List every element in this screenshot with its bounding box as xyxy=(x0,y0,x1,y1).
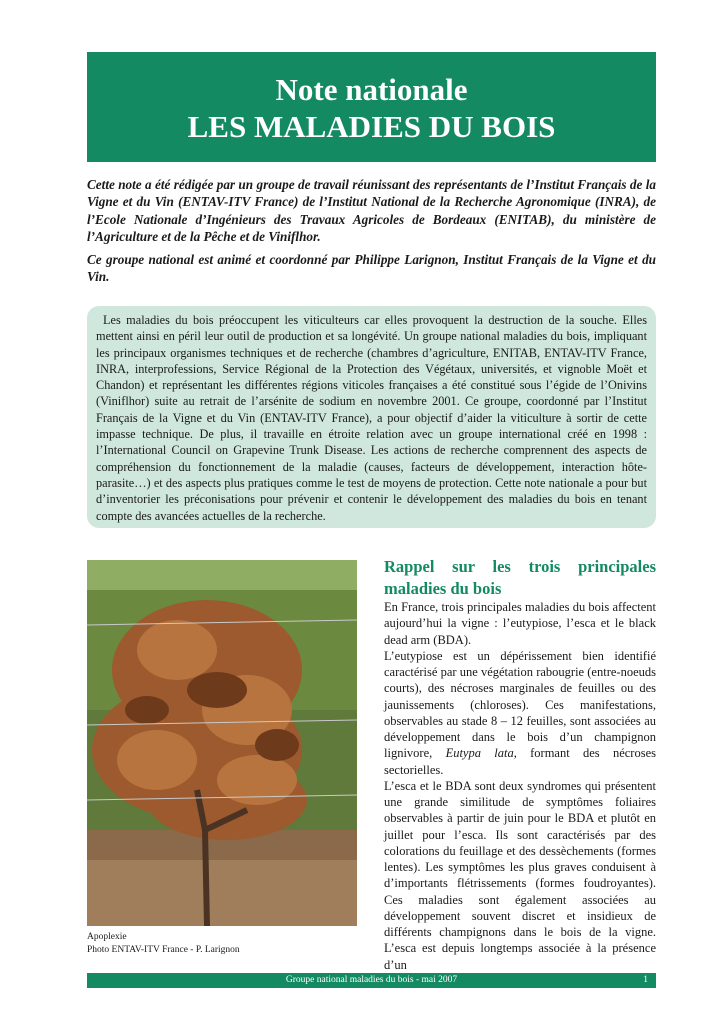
p2-text-after: , formant des nécroses sectorielles. xyxy=(384,746,656,777)
p2-text-before: L’eutypiose est un dépérissement bien identifié caractérisé par une végétation rabougrie (entre-noeuds courts), des nécroses marginales de feuilles ou des jaunissements (chloroses). Ces manifestations, observables au stade 8 – 12 feuilles, sont associées au développement dans le bois d’un champignon lignivore, xyxy=(384,648,656,761)
section-paragraph-2 xyxy=(384,648,656,778)
species-name: Eutypa lata xyxy=(445,746,514,761)
section-body xyxy=(384,599,656,973)
intro-paragraph-authors: Cette note a été rédigée par un groupe de travail réunissant des représentants de l’Institut Français de la Vigne et du Vin (ENTAV-ITV France) de l’Institut National de la Recherche Agronomique (INRA), de l’Ecole Nationale d’Ingénieurs des Travaux Agricoles de Bordeaux (ENITAB), du ministère de l’Agriculture et de la Pêche et de Viniflhor. xyxy=(87,177,656,245)
title-line-1: Note nationale xyxy=(275,72,468,107)
title-line-2: LES MALADIES DU BOIS xyxy=(187,109,556,144)
caption-credit: Photo ENTAV-ITV France - P. Larignon xyxy=(87,945,240,955)
footer-text: Groupe national maladies du bois - mai 2007 xyxy=(285,975,458,985)
section-title: Rappel sur les trois principales maladies du bois xyxy=(384,557,656,598)
intro-text xyxy=(87,176,656,290)
intro-paragraph-coordinator: Ce groupe national est animé et coordonné par Philippe Larignon, Institut Français de la Vigne et du Vin. xyxy=(87,251,656,285)
summary-box xyxy=(87,306,656,528)
section-paragraph-3: L’esca et le BDA sont deux syndromes qui présentent une grande similitude de symptômes foliaires observables à partir de juin pour le BDA et plutôt en juillet pour l’esca. Ils sont caractérisés par des colorations du feuillage et des dessèchements (formes lentes). Les symptômes les plus graves conduisent à d’importants flétrissements (formes foudroyantes). Ces maladies sont également associées au développement souvent discret et insidieux de différents champignons dans le bois de la vigne. L’esca est depuis longtemps associée à la présence d’un xyxy=(384,778,656,972)
page-number: 1 xyxy=(643,975,648,985)
section-paragraph-1: En France, trois principales maladies du bois affectent aujourd’hui la vigne : l’eutypiose, l’esca et le black dead arm (BDA). xyxy=(384,600,656,647)
summary-text: Les maladies du bois préoccupent les viticulteurs car elles provoquent la destruction de la souche. Elles mettent ainsi en péril leur outil de production et sa longévité. Un groupe national maladies du bois, impliquant les principaux organismes techniques et de recherche (chambres d’agriculture, ENITAB, ENTAV-ITV France, INRA, interprofessions, Service Régional de la Protection des Végétaux, universités, et vignoble Moët et Chandon) et représentant les différentes régions viticoles françaises a été constitué sous l’égide de l’Onivins (Viniflhor) suite au retrait de l’arsénite de sodium en novembre 2001. Ce groupe, coordonné par l’Institut Français de la Vigne et du Vin (ENTAV-ITV France), a pour objectif d’aider la viticulture à sortir de cette impasse technique. De plus, il travaille en étroite relation avec un groupe international créé en 1998 : l’International Council on Grapevine Trunk Disease. Les actions de recherche comprennent des aspects de compréhension du fonctionnement de la maladie (causes, facteurs de développement, interaction hôte-parasite…) et des aspects plus pratiques comme le test de moyens de protection. Cette note nationale a pour but d’inventorier les préconisations pour prévenir et contenir le développement des maladies du bois en tenant compte des avancées actuelles de la recherche. xyxy=(96,313,647,523)
footer-bar xyxy=(87,973,656,988)
photo-caption xyxy=(87,931,367,957)
vine-photo xyxy=(87,560,357,926)
title-banner xyxy=(87,52,656,162)
caption-title: Apoplexie xyxy=(87,932,127,942)
